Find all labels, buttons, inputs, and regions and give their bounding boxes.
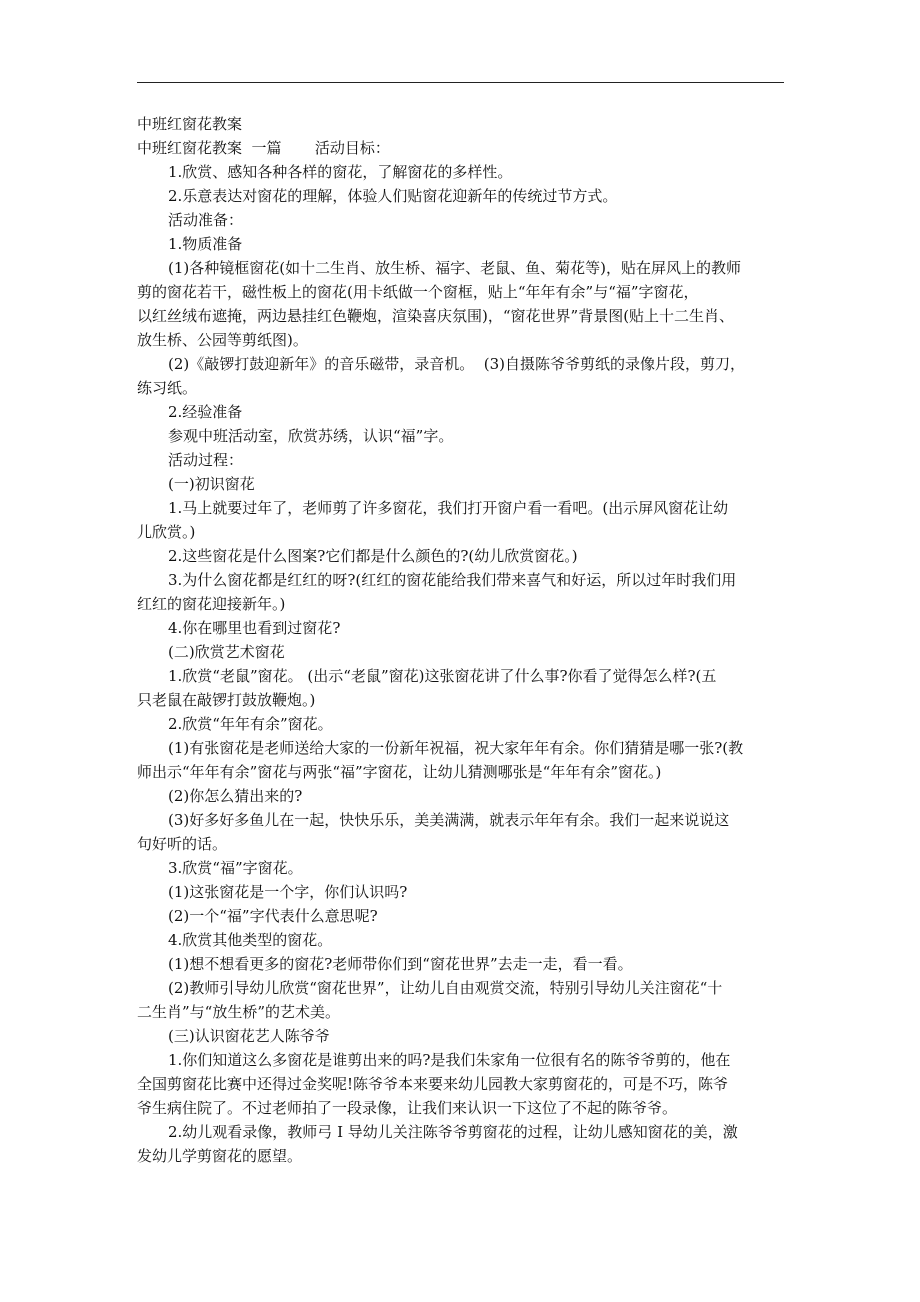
text-line: 1.马上就要过年了，老师剪了许多窗花，我们打开窗户看一看吧。(出示屏风窗花让幼 [168,499,729,517]
text-line: (三)认识窗花艺人陈爷爷 [168,1027,330,1045]
text-line: 2.幼儿观看录像，教师弓 I 导幼儿关注陈爷爷剪窗花的过程，让幼儿感知窗花的美，激 [168,1123,738,1141]
text-line: 3.为什么窗花都是红红的呀?(红红的窗花能给我们带来喜气和好运，所以过年时我们用 [168,571,737,589]
text-line: 4.欣赏其他类型的窗花。 [168,931,333,949]
text-line: 剪的窗花若干，磁性板上的窗花(用卡纸做一个窗框，贴上“年年有余”与“福”字窗花， [137,283,699,301]
text-line: 1.你们知道这么多窗花是谁剪出来的吗?是我们朱家角一位很有名的陈爷爷剪的，他在 [168,1051,731,1069]
document-body [137,112,787,1168]
text-line: 1.欣赏“老鼠”窗花。 (出示“老鼠”窗花)这张窗花讲了什么事?你看了觉得怎么样?(五 [168,667,717,685]
text-line: 全国剪窗花比赛中还得过金奖呢!陈爷爷本来要来幼儿园教大家剪窗花的，可是不巧，陈爷 [137,1075,729,1093]
text-line: 爷生病住院了。不过老师拍了一段录像，让我们来认识一下这位了不起的陈爷爷。 [137,1099,678,1117]
text-line: 2.经验准备 [168,403,243,421]
text-line: 只老鼠在敲锣打鼓放鞭炮。) [137,691,316,709]
document-title: 中班红窗花教案 [137,115,243,133]
text-line: 2.乐意表达对窗花的理解，体验人们贴窗花迎新年的传统过节方式。 [168,187,618,205]
text-line: 参观中班活动室，欣赏苏绣，认识“福”字。 [168,427,454,445]
text-line: (一)初识窗花 [168,475,255,493]
text-line: 发幼儿学剪窗花的愿望。 [137,1147,303,1165]
text-line: 2.这些窗花是什么图案?它们都是什么颜色的?(幼儿欣赏窗花。) [168,547,578,565]
text-line: 1.欣赏、感知各种各样的窗花，了解窗花的多样性。 [168,163,513,181]
text-line: 2.欣赏“年年有余”窗花。 [168,715,333,733]
text-line: 红红的窗花迎接新年。) [137,595,286,613]
text-line: 4.你在哪里也看到过窗花? [168,619,341,637]
text-line: 句好听的话。 [137,835,228,853]
text-line: (3)好多好多鱼儿在一起，快快乐乐，美美满满，就表示年年有余。我们一起来说说这 [168,811,730,829]
text-line: (1)各种镜框窗花(如十二生肖、放生桥、福字、老鼠、鱼、菊花等)，贴在屏风上的教师 [168,259,741,277]
text-line: (1)有张窗花是老师送给大家的一份新年祝福，祝大家年年有余。你们猜猜是哪一张?(教 [168,739,744,757]
text-line: (2)你怎么猜出来的? [168,787,303,805]
text-line: 师出示“年年有余”窗花与两张“福”字窗花，让幼儿猜测哪张是“年年有余”窗花。) [137,763,662,781]
header-rule [137,82,784,83]
text-line: (1)想不想看更多的窗花?老师带你们到“窗花世界”去走一走，看一看。 [168,955,633,973]
text-line: 放生桥、公园等剪纸图)。 [137,331,308,349]
text-line: (二)欣赏艺术窗花 [168,643,285,661]
text-line: 儿欣赏。) [137,523,196,541]
text-line: (1)这张窗花是一个字，你们认识吗? [168,883,408,901]
text-line: 练习纸。 [137,379,198,397]
text-line: 1.物质准备 [168,235,243,253]
text-line: (2)《敲锣打鼓迎新年》的音乐磁带，录音机。 (3)自摄陈爷爷剪纸的录像片段，剪刀， [168,355,746,373]
text-line: 二生肖”与“放生桥”的艺术美。 [137,1003,341,1021]
text-line: 活动过程： [168,451,244,469]
text-line: 3.欣赏“福”字窗花。 [168,859,303,877]
text-line: (2)教师引导幼儿欣赏“窗花世界”，让幼儿自由观赏交流，特别引导幼儿关注窗花“十 [168,979,723,997]
text-line: 活动准备： [168,211,244,229]
text-line: (2)一个“福”字代表什么意思呢? [168,907,378,925]
text-line: 中班红窗花教案 一篇 活动目标： [137,139,390,157]
text-line: 以红丝绒布遮掩，两边悬挂红色鞭炮，渲染喜庆氛围)，“窗花世界”背景图(贴上十二生肖、 [137,307,735,325]
